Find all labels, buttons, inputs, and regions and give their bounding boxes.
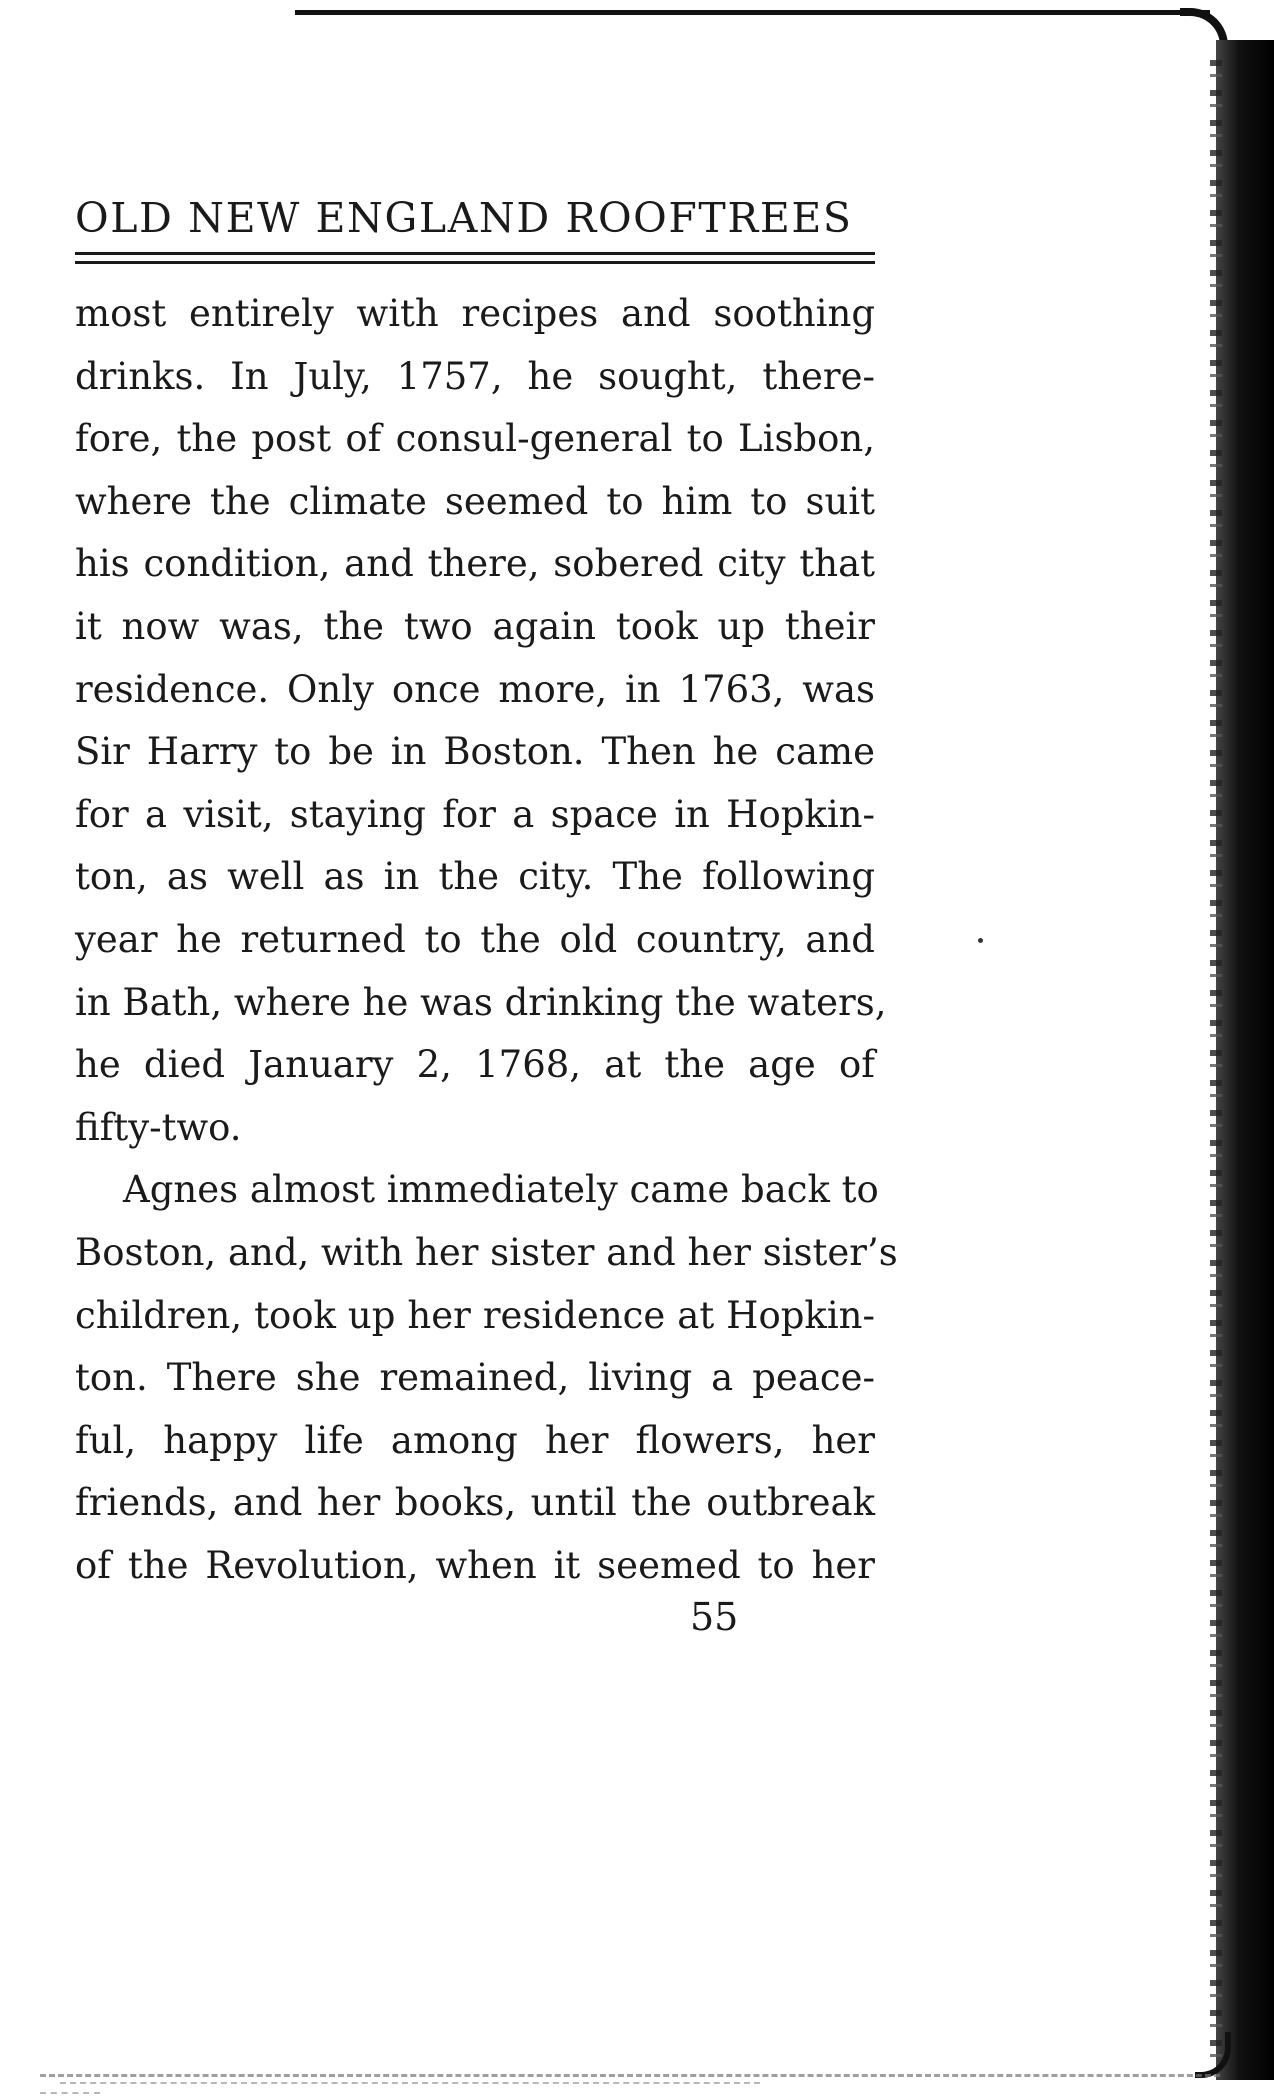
text-line: in Bath, where he was drinking the waters, bbox=[75, 980, 887, 1024]
page-edge-bottom-mark bbox=[40, 2092, 100, 2094]
paragraph-1 bbox=[75, 283, 887, 1159]
text-line: where the climate seemed to him to suit bbox=[75, 479, 875, 523]
page-number: 55 bbox=[690, 1595, 739, 1639]
text-line: fifty-two. bbox=[75, 1105, 242, 1149]
text-line: for a visit, staying for a space in Hopkin- bbox=[75, 792, 875, 836]
head-rule-lower bbox=[75, 261, 875, 264]
binding-texture bbox=[1210, 60, 1222, 2060]
text-line: fore, the post of consul-general to Lisbon, bbox=[75, 417, 875, 461]
text-line: drinks. In July, 1757, he sought, there- bbox=[75, 354, 875, 398]
text-line: ton, as well as in the city. The following bbox=[75, 855, 875, 899]
paragraph-2 bbox=[75, 1159, 898, 1597]
text-line: Agnes almost immediately came back to bbox=[123, 1168, 879, 1212]
text-line: ful, happy life among her flowers, her bbox=[75, 1418, 875, 1462]
text-line: friends, and her books, until the outbreak bbox=[75, 1481, 875, 1525]
page-edge-bottom bbox=[40, 2074, 1220, 2077]
text-line: his condition, and there, sobered city that bbox=[75, 542, 875, 586]
text-line: Sir Harry to be in Boston. Then he came bbox=[75, 730, 875, 774]
text-line: year he returned to the old country, and bbox=[75, 917, 875, 961]
text-line: children, took up her residence at Hopkin- bbox=[75, 1293, 875, 1337]
text-line: he died January 2, 1768, at the age of bbox=[75, 1043, 875, 1087]
text-line: Boston, and, with her sister and her sister’s bbox=[75, 1230, 898, 1274]
running-head: OLD NEW ENGLAND ROOFTREES bbox=[75, 194, 853, 242]
page-edge-bottom-inner bbox=[60, 2082, 760, 2084]
text-line: residence. Only once more, in 1763, was bbox=[75, 667, 875, 711]
head-rule-upper bbox=[75, 252, 875, 255]
scan-speck bbox=[978, 938, 983, 943]
text-line: of the Revolution, when it seemed to her bbox=[75, 1543, 875, 1587]
text-line: most entirely with recipes and soothing bbox=[75, 292, 875, 335]
book-binding-edge bbox=[1216, 40, 1274, 2080]
text-line: it now was, the two again took up their bbox=[75, 604, 875, 648]
page-edge-top bbox=[295, 10, 1210, 15]
text-line: ton. There she remained, living a peace- bbox=[75, 1356, 875, 1400]
body-text bbox=[75, 283, 898, 1597]
